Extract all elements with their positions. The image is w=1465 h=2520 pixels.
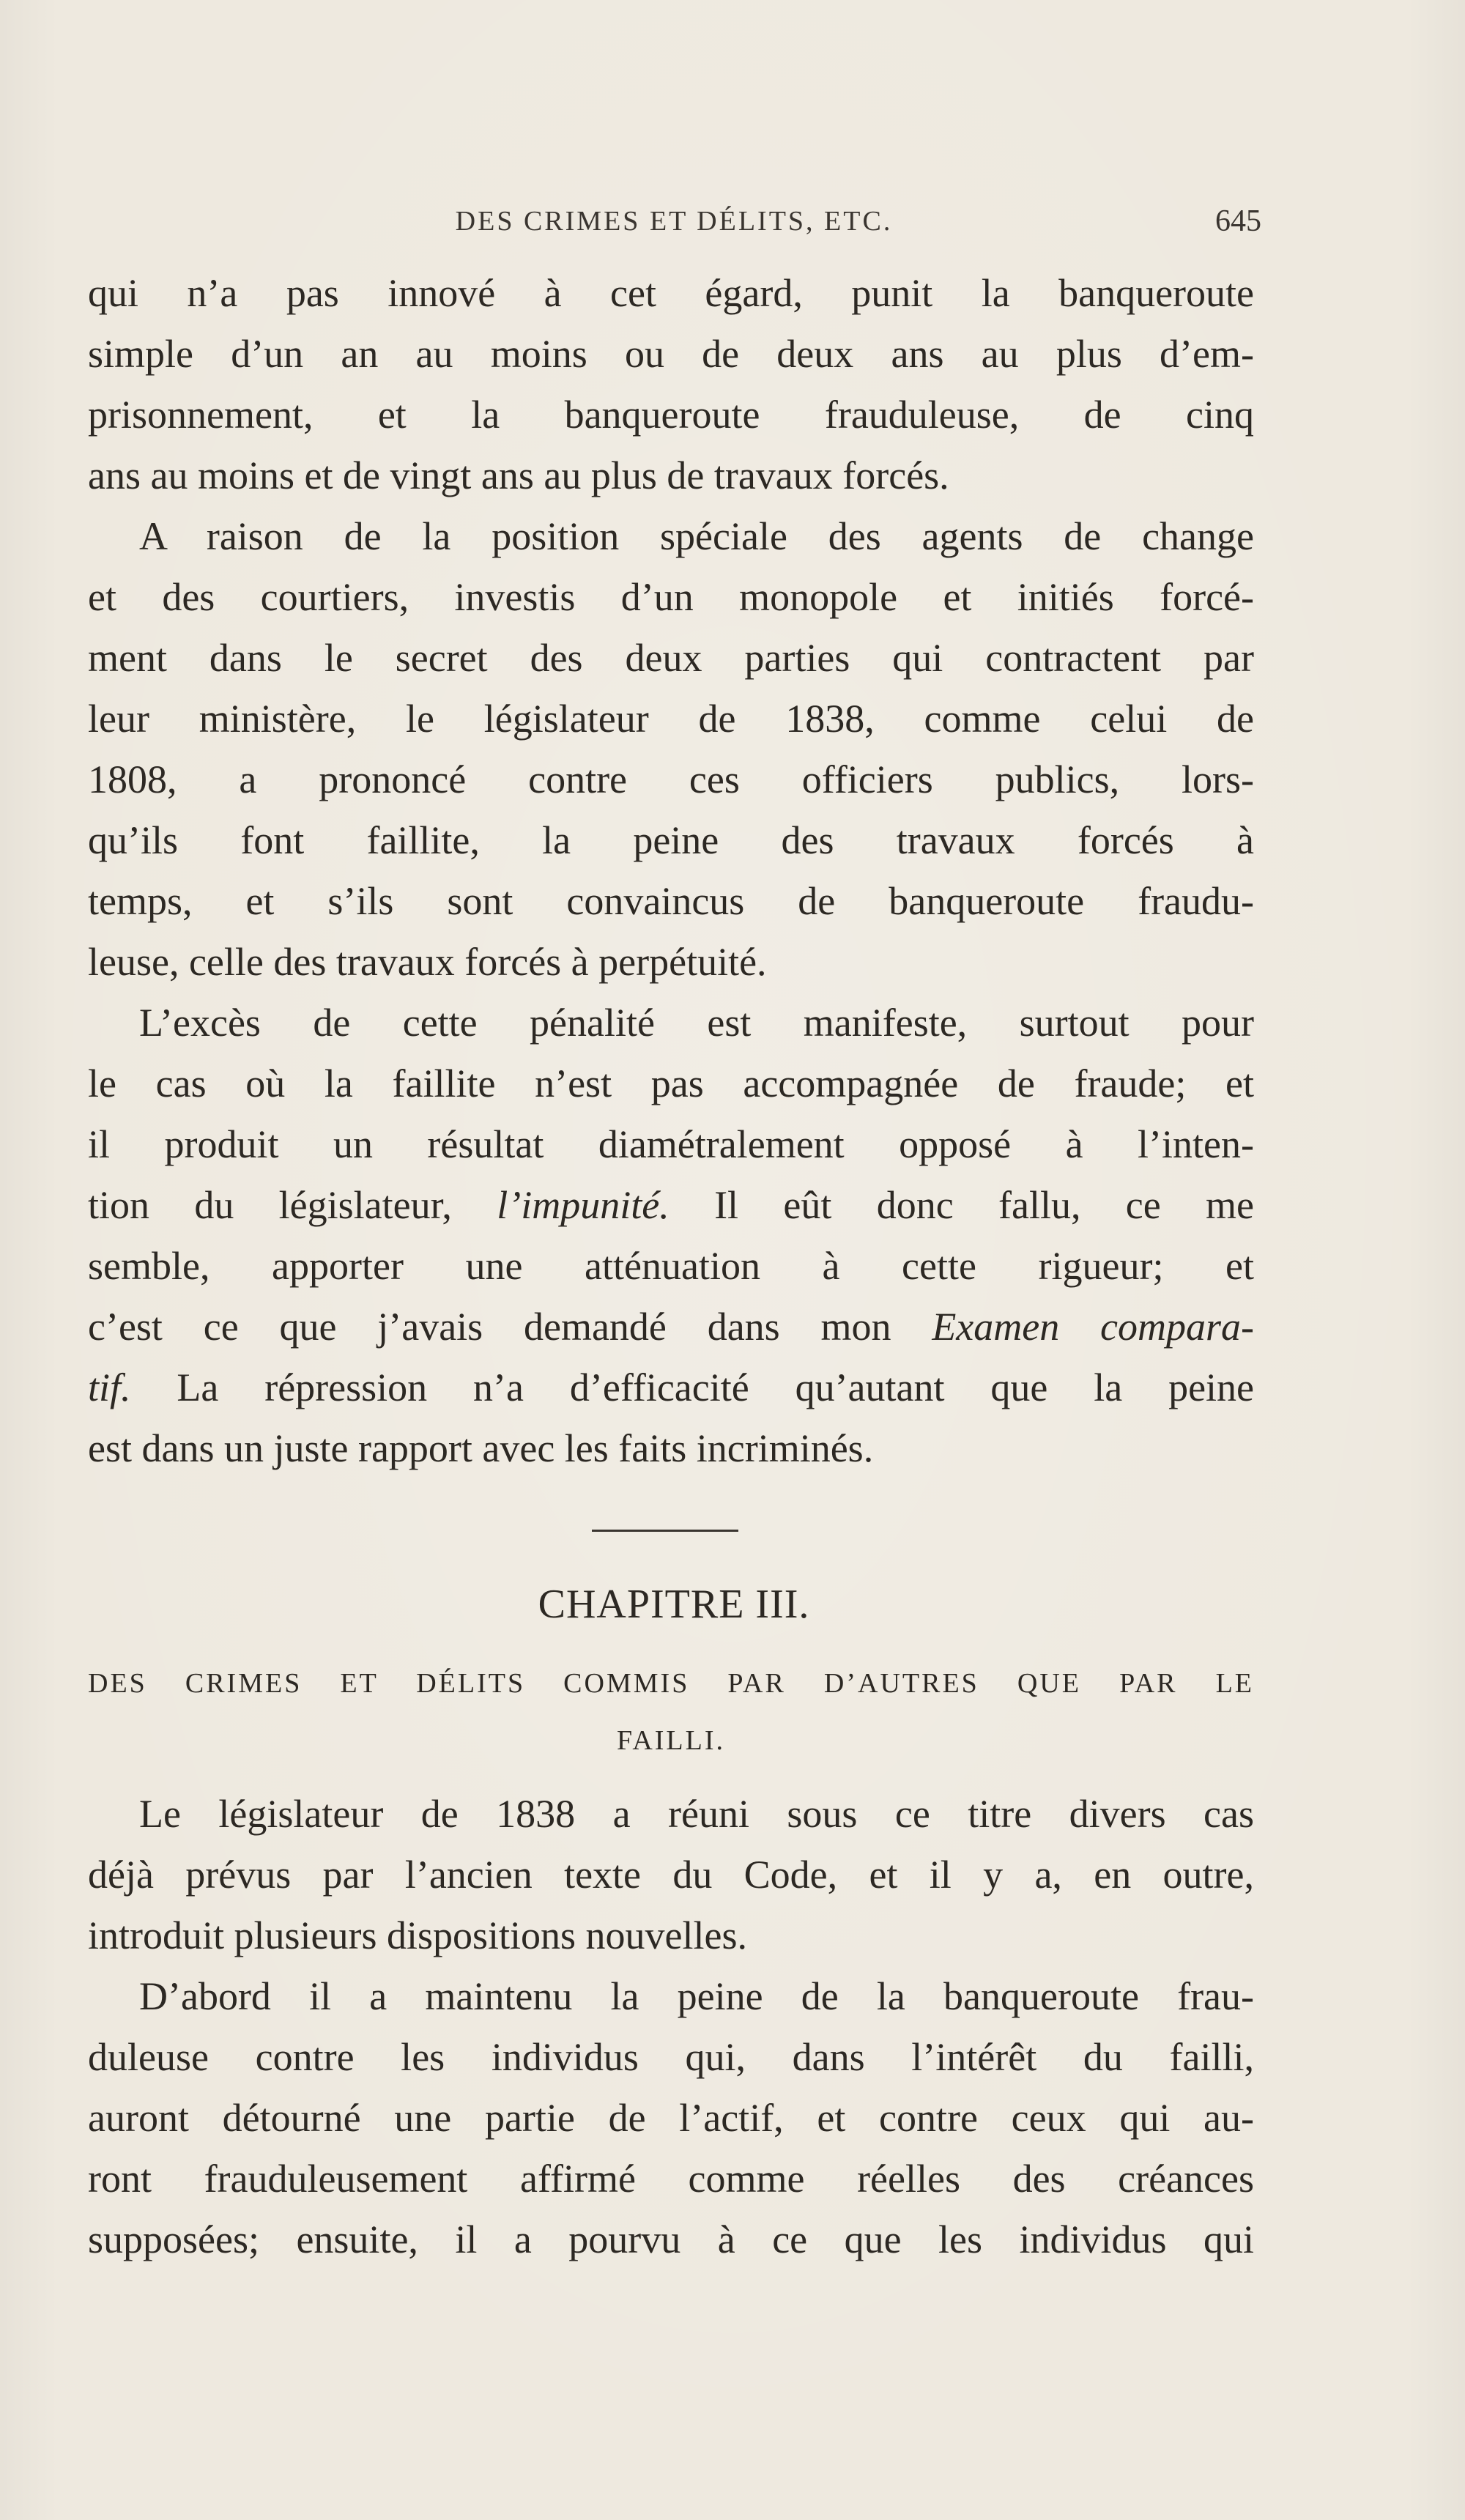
italic-title: tif.: [88, 1365, 131, 1409]
text-run: tion du législateur,: [88, 1183, 452, 1227]
text-line: [88, 1297, 1254, 1356]
text-line: qui n’a pas innové à cet égard, punit la banqueroute: [88, 271, 1254, 315]
paragraph-start-line: A raison de la position spéciale des agents de change: [139, 514, 1254, 558]
text-run: Il eût donc fallu, ce me: [714, 1183, 1255, 1227]
text-line: duleuse contre les individus qui, dans l’intérêt du failli,: [88, 2035, 1254, 2079]
text-line: [88, 1176, 1254, 1234]
text-line: déjà prévus par l’ancien texte du Code, et il y a, en outre,: [88, 1853, 1254, 1897]
text-line: 1808, a prononcé contre ces officiers publics, lors-: [88, 757, 1254, 801]
chapter-title: CHAPITRE III.: [538, 1582, 810, 1627]
text-run: La répression n’a d’efficacité qu’autant que la peine: [177, 1365, 1255, 1409]
text-line: introduit plusieurs dispositions nouvelles.: [88, 1913, 747, 1957]
text-line: le cas où la faillite n’est pas accompagnée de fraude; et: [88, 1061, 1254, 1105]
text-line: prisonnement, et la banqueroute frauduleuse, de cinq: [88, 393, 1254, 437]
text-line: simple d’un an au moins ou de deux ans au plus d’em-: [88, 332, 1254, 376]
text-line: ment dans le secret des deux parties qui contractent par: [88, 636, 1254, 680]
text-line: qu’ils font faillite, la peine des travaux forcés à: [88, 818, 1254, 862]
italic-term: l’impunité.: [497, 1183, 670, 1227]
text-line: auront détourné une partie de l’actif, et contre ceux qui au-: [88, 2096, 1254, 2140]
text-line: [88, 1358, 1254, 1417]
chapter-subtitle: FAILLI.: [617, 1725, 725, 1756]
running-head: [88, 199, 1260, 243]
text-line: il produit un résultat diamétralement opposé à l’inten-: [88, 1122, 1254, 1166]
text-line: est dans un juste rapport avec les faits incriminés.: [88, 1426, 874, 1470]
paragraph-start-line: D’abord il a maintenu la peine de la banqueroute frau-: [139, 1974, 1254, 2018]
text-line: temps, et s’ils sont convaincus de banqueroute fraudu-: [88, 879, 1254, 923]
text-run: c’est ce que j’avais demandé dans mon: [88, 1305, 891, 1349]
text-line: ront frauduleusement affirmé comme réelles des créances: [88, 2157, 1254, 2201]
paragraph-start-line: L’excès de cette pénalité est manifeste, surtout pour: [139, 1001, 1254, 1045]
text-line: ans au moins et de vingt ans au plus de travaux forcés.: [88, 453, 949, 497]
running-title: DES CRIMES ET DÉLITS, ETC.: [455, 206, 893, 237]
text-line: et des courtiers, investis d’un monopole et initiés forcé-: [88, 575, 1254, 619]
section-divider: [592, 1530, 738, 1532]
text-line: leuse, celle des travaux forcés à perpétuité.: [88, 940, 767, 984]
text-line: leur ministère, le législateur de 1838, comme celui de: [88, 697, 1254, 741]
paragraph-start-line: Le législateur de 1838 a réuni sous ce titre divers cas: [139, 1792, 1254, 1836]
text-line: semble, apporter une atténuation à cette rigueur; et: [88, 1244, 1254, 1288]
italic-title: Examen compara-: [932, 1305, 1254, 1349]
text-line: supposées; ensuite, il a pourvu à ce que les individus qui: [88, 2217, 1254, 2261]
chapter-subtitle: DES CRIMES ET DÉLITS COMMIS PAR D’AUTRES QUE PAR LE: [88, 1668, 1254, 1699]
page-number: 645: [1215, 204, 1261, 238]
